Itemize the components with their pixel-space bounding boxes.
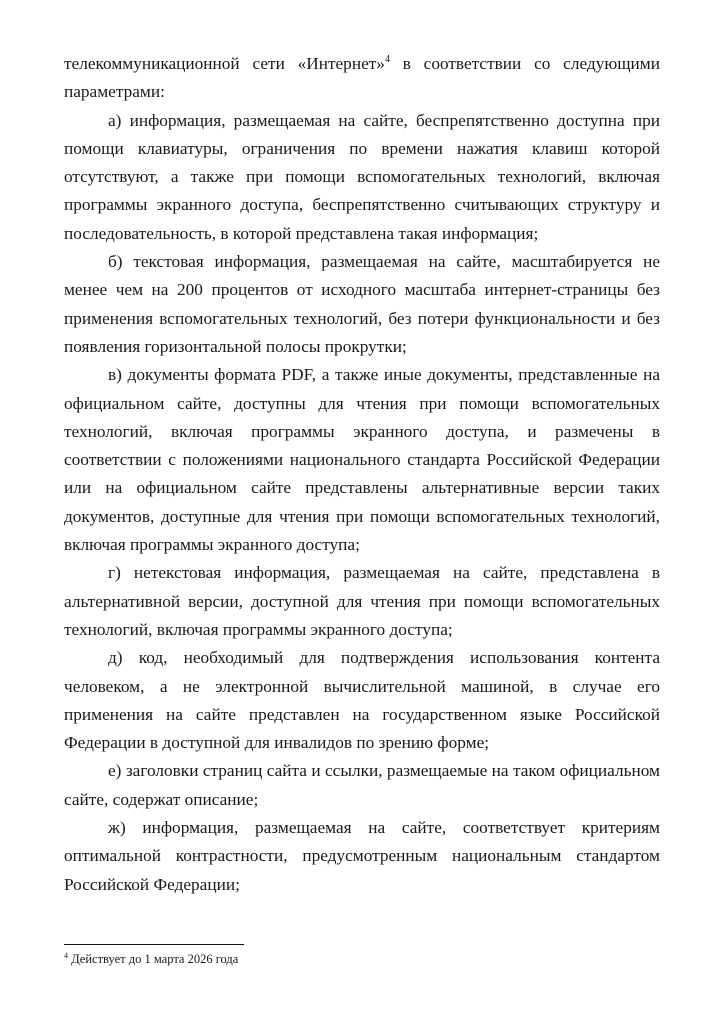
footnote-mark: 4 — [64, 950, 68, 960]
list-item-a: а) информация, размещаемая на сайте, беспрепятственно доступна при помощи клавиатуры, ограничения по времени нажатия клавиш которой отсутствуют, а также при помощи вспомогательных технологий, включая программы экранного доступа, беспрепятственно считывающих структуру и последовательность, в которой представлена такая информация; — [64, 110, 660, 243]
list-item-d: д) код, необходимый для подтверждения использования контента человеком, а не электронной вычислительной машиной, в случае его применения на сайте представлен на государственном языке Российской Федерации в доступной для инвалидов по зрению форме; — [64, 648, 660, 753]
intro-text-continued: в соответствии со следующими параметрами: — [64, 54, 660, 102]
document-body — [64, 50, 660, 899]
footnote-text: Действует до 1 марта 2026 года — [68, 952, 239, 966]
list-item-zh: ж) информация, размещаемая на сайте, соответствует критериям оптимальной контрастности, предусмотренным национальным стандартом Российской Федерации; — [64, 818, 660, 894]
footnote-reference[interactable]: 4 — [384, 54, 390, 66]
footnote — [64, 952, 238, 967]
intro-paragraph — [64, 50, 660, 107]
list-item-b: б) текстовая информация, размещаемая на сайте, масштабируется не менее чем на 200 процентов от исходного масштаба интернет-страницы без применения вспомогательных технологий, без потери функциональности и без появления горизонтальной полосы прокрутки; — [64, 252, 660, 356]
intro-text: телекоммуникационной сети «Интернет» — [64, 54, 385, 73]
footnote-separator — [64, 944, 244, 945]
list-item-g: г) нетекстовая информация, размещаемая на сайте, представлена в альтернативной версии, доступной для чтения при помощи вспомогательных технологий, включая программы экранного доступа; — [64, 563, 660, 639]
list-item-e: е) заголовки страниц сайта и ссылки, размещаемые на таком официальном сайте, содержат описание; — [64, 761, 660, 809]
list-item-v: в) документы формата PDF, а также иные документы, представленные на официальном сайте, доступны для чтения при помощи вспомогательных технологий, включая программы экранного доступа, и размечены в соответствии с положениями национального стандарта Российской Федерации или на официальном сайте представлены альтернативные версии таких документов, доступные для чтения при помощи вспомогательных технологий, включая программы экранного доступа; — [64, 365, 660, 555]
